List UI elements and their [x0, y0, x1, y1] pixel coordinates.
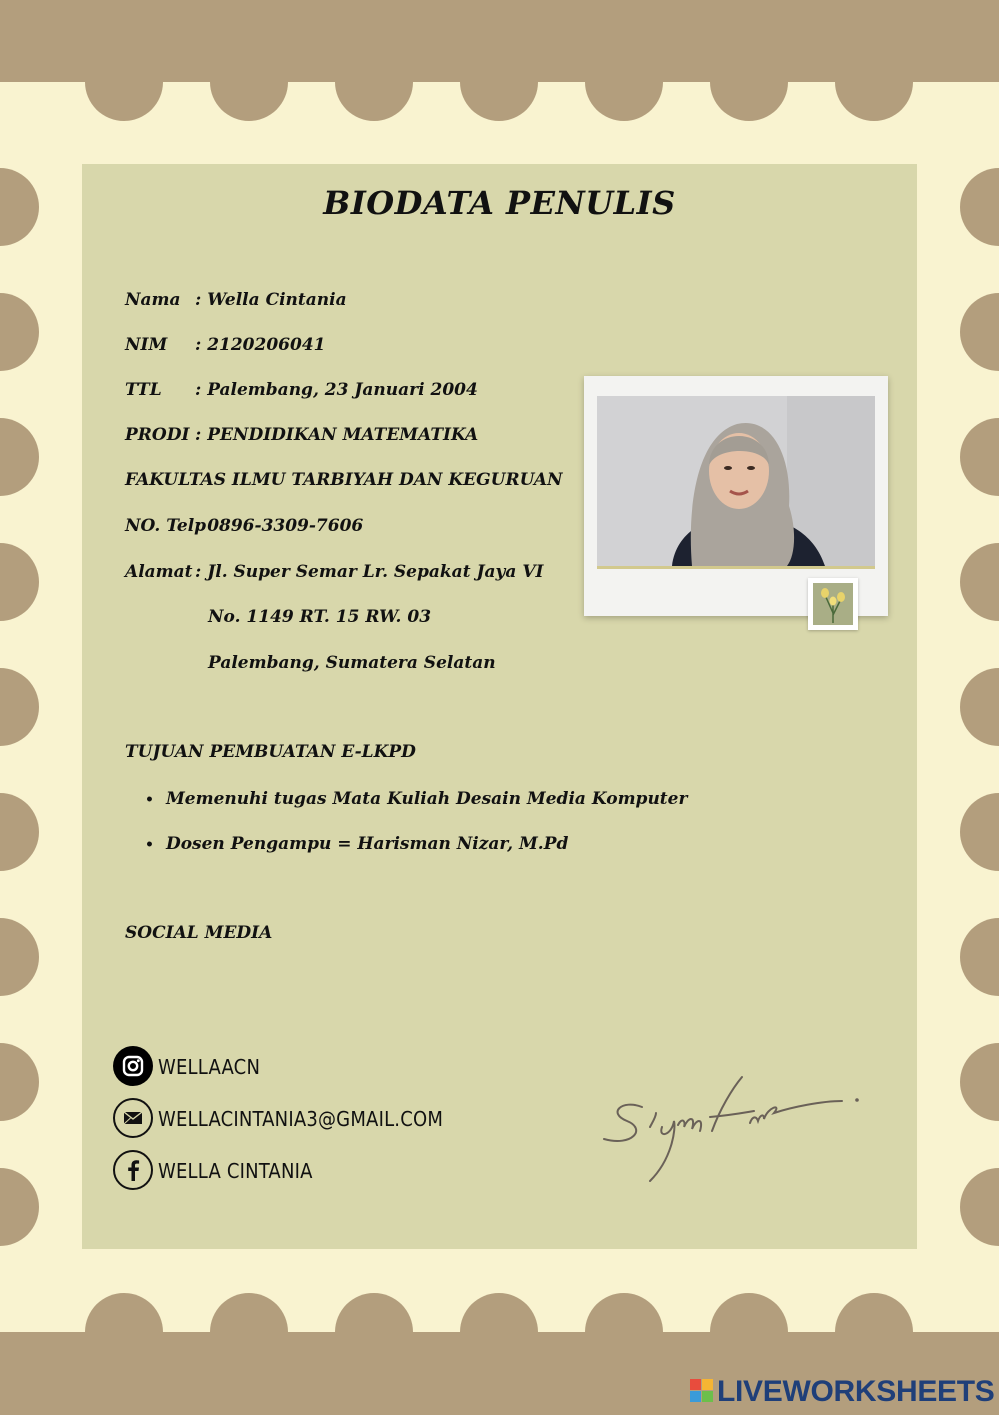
stamp-perforation [0, 1168, 39, 1246]
instagram-icon[interactable] [113, 1046, 153, 1086]
prodi-row [125, 425, 478, 445]
alamat-line-2: No. 1149 RT. 15 RW. 03 [208, 607, 432, 627]
tujuan-item: • Memenuhi tugas Mata Kuliah Desain Media Komputer [145, 789, 687, 809]
stamp-perforation [0, 793, 39, 871]
stamp-perforation [585, 1293, 663, 1332]
instagram-handle[interactable]: WELLAACN [158, 1055, 261, 1079]
stamp-perforation [835, 1293, 913, 1332]
stamp-perforation [960, 668, 999, 746]
stamp-perforation [960, 293, 999, 371]
stamp-perforation [960, 918, 999, 996]
stamp-perforation [210, 82, 288, 121]
prodi-value: : PENDIDIKAN MATEMATIKA [195, 425, 479, 445]
signature [592, 1069, 872, 1189]
nim-row [125, 335, 325, 355]
stamp-perforation [960, 168, 999, 246]
alamat-line-3: Palembang, Sumatera Selatan [208, 653, 496, 673]
telp-row [125, 516, 363, 536]
nim-value: : 2120206041 [195, 335, 326, 355]
profile-photo [597, 396, 875, 569]
envelope-icon[interactable] [113, 1098, 153, 1138]
stamp-perforation [960, 793, 999, 871]
stamp-perforation [960, 543, 999, 621]
stamp-perforation [960, 1168, 999, 1246]
ttl-value: : Palembang, 23 Januari 2004 [195, 380, 478, 400]
alamat-label: Alamat [125, 562, 193, 582]
facebook-icon[interactable] [113, 1150, 153, 1190]
stamp-perforation [0, 1043, 39, 1121]
page-title: BIODATA PENULIS [323, 184, 676, 222]
nama-row [125, 290, 347, 310]
stamp-perforation [0, 668, 39, 746]
fakultas-text: FAKULTAS ILMU TARBIYAH DAN KEGURUAN [125, 470, 563, 490]
stamp-perforation [85, 82, 163, 121]
stamp-perforation [85, 1293, 163, 1332]
biodata-panel [82, 164, 917, 1249]
signature-text: Signature. [592, 1069, 598, 1070]
stamp-perforation [335, 82, 413, 121]
stamp-perforation [335, 1293, 413, 1332]
nama-label: Nama [125, 290, 181, 310]
email-address[interactable]: WELLACINTANIA3@GMAIL.COM [158, 1107, 444, 1131]
stamp-perforation [0, 543, 39, 621]
stamp-perforation [835, 82, 913, 121]
tujuan-item: • Dosen Pengampu = Harisman Nizar, M.Pd [145, 834, 568, 854]
stamp-perforation [710, 82, 788, 121]
stamp-perforation [960, 418, 999, 496]
alamat-row [125, 562, 543, 582]
nim-label: NIM [125, 335, 168, 355]
stamp-perforation [960, 1043, 999, 1121]
liveworksheets-blocks-icon [690, 1379, 714, 1403]
nama-value: : Wella Cintania [195, 290, 347, 310]
facebook-name[interactable]: WELLA CINTANIA [158, 1159, 313, 1183]
stamp-card [0, 82, 999, 1332]
ttl-label: TTL [125, 380, 162, 400]
liveworksheets-logo[interactable] [690, 1375, 995, 1409]
ttl-row [125, 380, 478, 400]
stamp-perforation [0, 418, 39, 496]
stamp-perforation [210, 1293, 288, 1332]
telp-value: : 0896-3309-7606 [195, 516, 364, 536]
stamp-perforation [460, 82, 538, 121]
social-heading: SOCIAL MEDIA [125, 923, 273, 943]
alamat-line-1: : Jl. Super Semar Lr. Sepakat Jaya VI [195, 562, 544, 582]
mini-stamp [808, 578, 858, 630]
liveworksheets-text[interactable]: LIVEWORKSHEETS [717, 1375, 995, 1408]
stamp-perforation [585, 82, 663, 121]
tujuan-heading: TUJUAN PEMBUATAN E-LKPD [125, 742, 416, 762]
stamp-perforation [710, 1293, 788, 1332]
stamp-perforation [0, 918, 39, 996]
stamp-perforation [0, 293, 39, 371]
telp-label: NO. Telp [125, 516, 207, 536]
prodi-label: PRODI [125, 425, 190, 445]
stamp-perforation [460, 1293, 538, 1332]
photo-polaroid [584, 376, 888, 616]
stamp-perforation [0, 168, 39, 246]
